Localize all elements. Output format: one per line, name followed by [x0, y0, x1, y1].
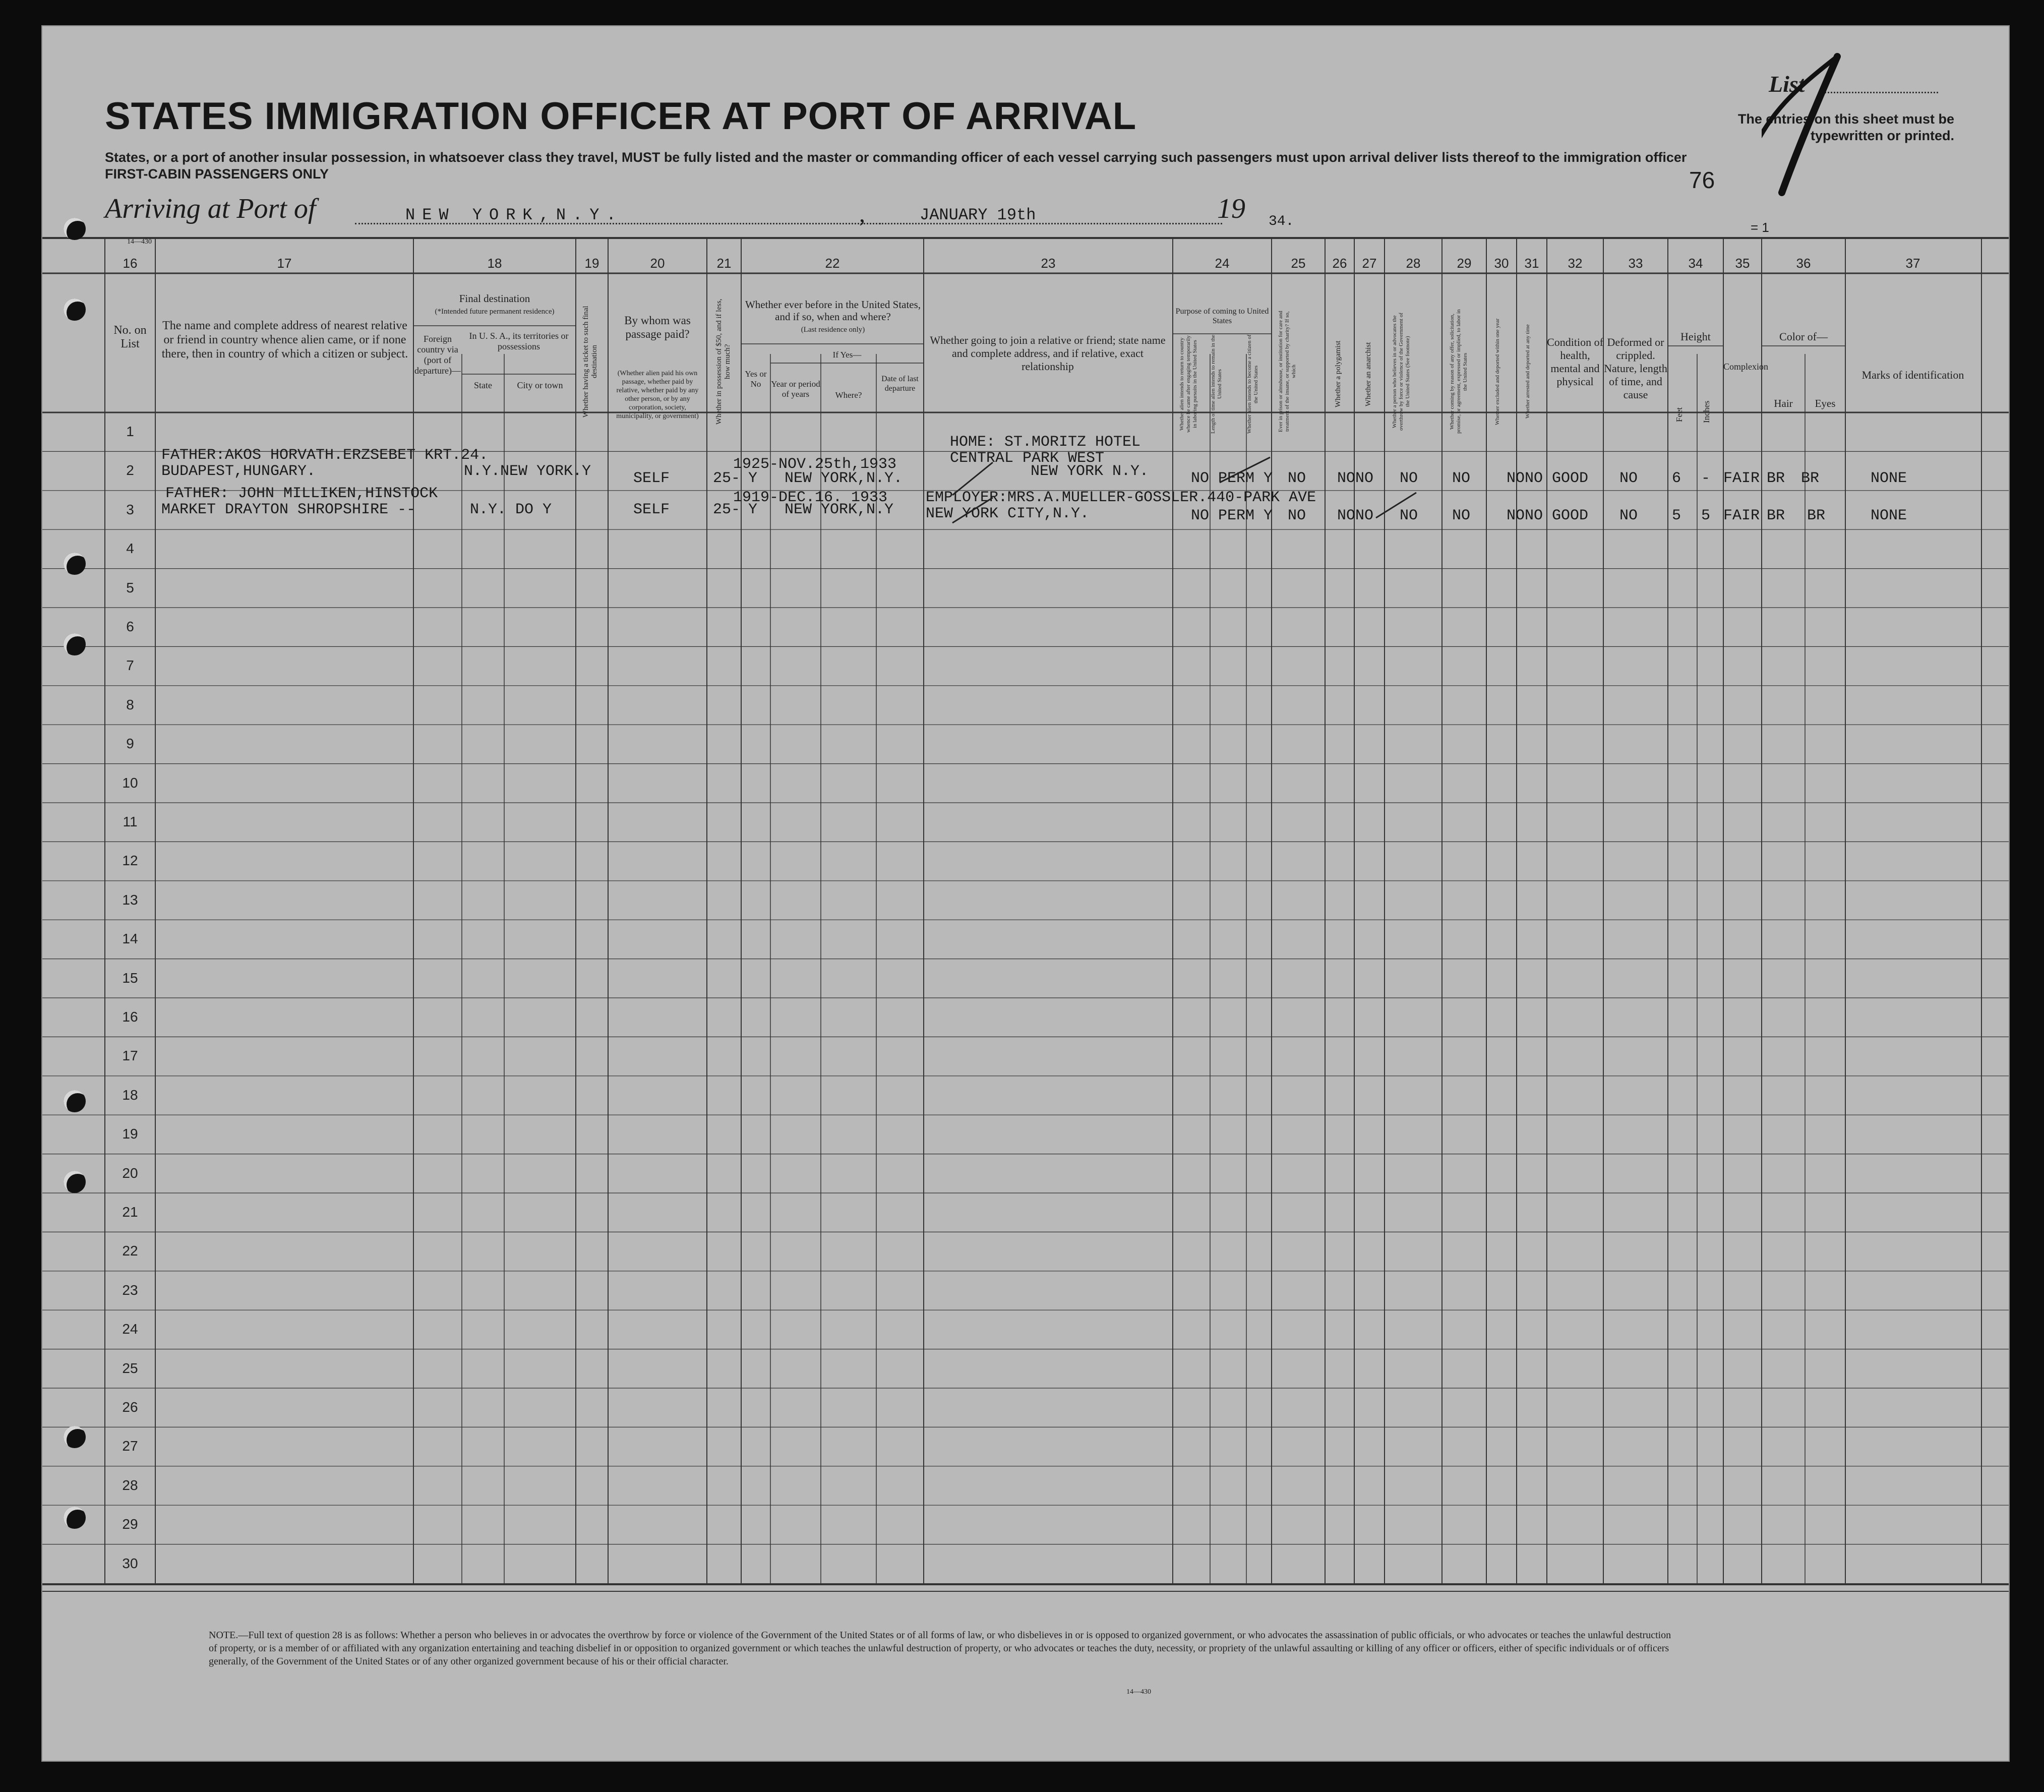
binder-hole [64, 553, 86, 575]
entry-2-health: NONO GOOD [1507, 507, 1589, 524]
header-overthrow: Whether a person who believes in or advocates the overthrow by force or violence of the Government of the United States (See footnote) [1392, 313, 1411, 431]
header-purpose-return: Whether alien intends to return to country whence he came after engaging temporarily in laboring pursuits in the United States [1179, 335, 1198, 433]
row-number: 20 [122, 1165, 138, 1181]
entry-2-polygamist-anarchist: NONO [1337, 507, 1374, 524]
arriving-label: Arriving at Port of [105, 193, 316, 224]
entry-2-where: NEW YORK,N.Y [785, 501, 894, 518]
entry-1-joining-2: CENTRAL PARK WEST [950, 450, 1105, 467]
col-number: 25 [1291, 256, 1306, 271]
form-number-bottom: 14—430 [1126, 1688, 1151, 1696]
entry-1-overthrow: NO [1400, 470, 1418, 487]
row-number: 8 [126, 696, 134, 712]
arrival-year: 34. [1269, 214, 1294, 229]
header-before-us: Whether ever before in the United States, and if so, when and where? [745, 298, 921, 323]
header-passage: By whom was passage paid? [624, 314, 691, 340]
entry-1-promise: NO [1452, 470, 1471, 487]
row-number: 12 [122, 853, 138, 869]
list-note: The entries on this sheet must be typewritten or printed. [1737, 111, 1954, 143]
col-number: 32 [1568, 256, 1583, 271]
entry-1-relative-city: BUDAPEST,HUNGARY. [161, 463, 316, 480]
header-eyes: Eyes [1815, 397, 1836, 409]
entry-2-passage: SELF [633, 501, 670, 518]
entry-2-yes: Y [748, 501, 758, 518]
header-marks: Marks of identification [1861, 369, 1964, 381]
entry-1-yes: Y [748, 470, 758, 487]
header-deformed: Deformed or crippled. Nature, length of time, and cause [1604, 336, 1667, 401]
header-final-destination-note: (*Intended future permanent residence) [435, 308, 555, 316]
entry-2-joining: EMPLOYER:MRS.A.MUELLER-GOSSLER.440-PARK AVE [926, 489, 1316, 506]
header-health: Condition of health, mental and physical [1547, 336, 1603, 388]
row-number: 14 [122, 931, 138, 947]
col-number: 26 [1332, 256, 1347, 271]
col-number: 28 [1406, 256, 1421, 271]
col-number: 27 [1362, 256, 1377, 271]
form-number: 14—430 [127, 238, 152, 246]
check-mark [950, 495, 995, 525]
col-number: 37 [1905, 256, 1920, 271]
binder-hole [64, 1171, 86, 1193]
header-before-us-note: (Last residence only) [801, 326, 865, 334]
entry-1-year: 1925-NOV.25th,1933 [733, 456, 897, 473]
header-arrested: Whether arrested and deported at any time [1525, 324, 1531, 419]
header-year-period: Year or period of years [771, 379, 820, 399]
arrival-date: JANUARY 19th [920, 206, 1036, 224]
entry-2-complexion: FAIR [1723, 507, 1760, 524]
entry-2-overthrow: NO [1400, 507, 1418, 524]
row-number: 22 [122, 1243, 138, 1259]
year-prefix: 19 [1217, 193, 1245, 224]
row-number: 18 [122, 1087, 138, 1103]
col-number: 23 [1041, 256, 1056, 271]
entry-2-eyes: BR [1807, 507, 1826, 524]
separator: , [859, 201, 865, 227]
row-number: 19 [122, 1126, 138, 1142]
col-number: 17 [277, 256, 292, 271]
check-mark [1217, 455, 1273, 485]
row-number: 26 [122, 1399, 138, 1415]
binder-hole [64, 1090, 86, 1112]
side-mark: = 1 [1751, 220, 1769, 235]
row-number: 5 [126, 579, 134, 595]
header-purpose-length: Length of time alien intends to remain in the United States [1210, 334, 1223, 434]
header-date-departure: Date of last departure [881, 375, 919, 393]
header-complexion: Complexion [1723, 362, 1768, 372]
header-where: Where? [835, 390, 862, 400]
row-number: 2 [126, 462, 134, 479]
row-number: 15 [122, 970, 138, 986]
header-yes-no: Yes or No [745, 369, 767, 389]
arrival-port: NEW YORK,N.Y. [405, 206, 623, 224]
header-ticket: Whether having a ticket to such final destination [582, 306, 598, 417]
entry-1-polygamist-anarchist: NONO [1337, 470, 1374, 487]
row-number: 9 [126, 736, 134, 752]
header-passage-note: (Whether alien paid his own passage, whether paid by relative, whether paid by any other person, or by any corporation, society, municipality, or government) [616, 370, 699, 420]
col-number: 20 [650, 256, 665, 271]
row-number: 10 [122, 774, 138, 791]
col-number: 31 [1524, 256, 1539, 271]
col-number: 19 [584, 256, 599, 271]
col-number: 16 [123, 256, 138, 271]
col-number: 33 [1628, 256, 1643, 271]
row-number: 25 [122, 1360, 138, 1376]
col-number: 36 [1796, 256, 1811, 271]
header-no-on-list: No. on List [113, 324, 147, 350]
row-number: 13 [122, 891, 138, 908]
handwritten-list-number [1762, 51, 1862, 203]
entry-1-feet: 6 [1672, 470, 1681, 487]
header-promise: Whether coming by reason of any offer, solicitation, promise, or agreement, expressed or implied, to labor in the United States [1449, 309, 1468, 434]
col-number: 30 [1494, 256, 1509, 271]
row-number: 28 [122, 1477, 138, 1493]
entry-1-inches: - [1701, 470, 1711, 487]
table-grid [42, 26, 2009, 1761]
row-number: 3 [126, 501, 134, 517]
entry-1-passage: SELF [633, 470, 670, 487]
instructions-text: States, or a port of another insular possession, in whatsoever class they travel, MUST be fully listed and the master or commanding officer of each vessel carrying such passengers must upon arrival deliver lists thereof to the immigration officer [105, 150, 1687, 165]
col-number: 22 [825, 256, 840, 271]
entry-1-joining: HOME: ST.MORITZ HOTEL [950, 434, 1141, 451]
entry-1-relative: FATHER:AKOS HORVATH.ERZSEBET KRT.24. [161, 447, 489, 464]
header-money: Whether in possession of $50, and if less, how much? [715, 298, 732, 425]
header-in-usa: In U. S. A., its territories or possessions [469, 331, 569, 351]
entry-2-deformed: NO [1619, 507, 1638, 524]
entry-2-marks: NONE [1871, 507, 1907, 524]
check-mark [950, 460, 995, 500]
header-joining: Whether going to join a relative or friend; state name and complete address, and if relative, exact relationship [930, 334, 1166, 373]
entry-2-inches: 5 [1701, 507, 1711, 524]
entry-1-destination: N.Y.NEW YORK.Y [464, 463, 591, 480]
row-number: 29 [122, 1516, 138, 1532]
header-hair: Hair [1774, 397, 1793, 409]
header-purpose: Purpose of coming to United States [1175, 307, 1269, 325]
header-inches: Inches [1702, 400, 1711, 424]
entry-2-money: 25- [713, 501, 741, 518]
col-number: 35 [1735, 256, 1750, 271]
row-number: 30 [122, 1555, 138, 1571]
instructions [105, 149, 1708, 183]
manifest-sheet [41, 25, 2010, 1762]
binder-hole [64, 1507, 86, 1529]
passenger-class: FIRST-CABIN PASSENGERS ONLY [105, 166, 329, 182]
header-if-yes: If Yes— [832, 350, 862, 360]
header-prison: Ever in prison or almshouse, or institution for care and treatment of the insane, or supported by charity? If so, which [1278, 311, 1297, 433]
col-number: 34 [1688, 256, 1703, 271]
header-polygamist: Whether a polygamist [1334, 340, 1342, 408]
row-number: 23 [122, 1282, 138, 1298]
header-final-destination: Final destination [459, 292, 530, 305]
header-excluded: Whether excluded and deported within one year [1494, 318, 1500, 425]
entry-1-joining-3: NEW YORK N.Y. [1031, 463, 1149, 480]
binder-hole [64, 1426, 86, 1448]
entry-1-money: 25- [713, 470, 741, 487]
header-relative: The name and complete address of nearest relative or friend in country whence alien came, or if none there, then in country of which a citizen or subject. [161, 319, 408, 361]
row-number: 21 [122, 1204, 138, 1220]
entry-2-promise: NO [1452, 507, 1471, 524]
col-number: 29 [1457, 256, 1472, 271]
entry-2-year: 1919-DEC.16. 1933 [733, 489, 888, 506]
entry-2-relative-city: MARKET DRAYTON SHROPSHIRE -- [161, 501, 416, 518]
col-number: 24 [1215, 256, 1230, 271]
entry-1-purpose: NO PERM Y [1191, 470, 1273, 487]
row-number: 1 [126, 424, 134, 439]
page-title: STATES IMMIGRATION OFFICER AT PORT OF ARRIVAL [105, 95, 1137, 138]
entry-1-health: NONO GOOD [1507, 470, 1589, 487]
header-city: City or town [517, 380, 563, 390]
entry-2-hair: BR [1767, 507, 1785, 524]
footnote: NOTE.—Full text of question 28 is as follows: Whether a person who believes in or advocates the overthrow by force or violence of the Government of the United States or of all forms of law, or who disbelieves in or is opposed to organized government, or who advocates the assassination of public officials, or who advocates or teaches the unlawful destruction of property, or is a member of or affiliated with any organization entertaining and teaching disbelief in or opposition to organized government or which teaches the unlawful destruction of property, or who advocates or teaches the duty, necessity, or propriety of the unlawful assaulting or killing of any officer or officers, either of specific individuals or of officers generally, of the Government of the United States or of any other organized government because of his or their official character. [209, 1630, 1671, 1667]
row-number: 6 [126, 619, 134, 634]
header-foreign-country: Foreign country via (port of departure)— [414, 334, 461, 376]
entry-2-feet: 5 [1672, 507, 1681, 524]
binder-hole [64, 633, 86, 655]
header-color-of: Color of— [1779, 330, 1828, 343]
header-feet: Feet [1674, 407, 1684, 422]
row-number: 7 [126, 658, 134, 674]
entry-2-destination: N.Y. DO Y [470, 501, 552, 518]
binder-hole [64, 218, 86, 240]
entry-1-marks: NONE [1871, 470, 1907, 487]
row-number: 11 [123, 814, 138, 829]
entry-2-joining-2: NEW YORK CITY,N.Y. [926, 505, 1090, 522]
entry-1-where: NEW YORK,N.Y. [785, 470, 903, 487]
col-number: 21 [716, 256, 732, 271]
entry-1-hair: BR [1767, 470, 1785, 487]
row-number: 16 [122, 1009, 138, 1025]
sheet-number: 76 [1689, 167, 1715, 193]
header-height: Height [1680, 330, 1711, 343]
list-label: List [1769, 71, 1805, 97]
entry-1-deformed: NO [1619, 470, 1638, 487]
row-number: 27 [122, 1438, 138, 1454]
header-anarchist: Whether an anarchist [1364, 342, 1372, 406]
header-state: State [474, 380, 492, 390]
row-number: 17 [122, 1048, 138, 1064]
entry-2-relative: FATHER: JOHN MILLIKEN,HINSTOCK [165, 485, 438, 502]
entry-2-purpose: NO PERM Y [1191, 507, 1273, 524]
header-purpose-citizen: Whether alien intends to become a citizen of the United States [1246, 334, 1259, 434]
row-number: 4 [126, 541, 134, 557]
col-number: 18 [487, 256, 502, 271]
row-number: 24 [122, 1321, 138, 1337]
check-mark [1373, 490, 1419, 520]
entry-1-complexion: FAIR [1723, 470, 1760, 487]
entry-2-prison: NO [1288, 507, 1306, 524]
binder-hole [64, 298, 86, 321]
entry-1-prison: NO [1288, 470, 1306, 487]
entry-1-eyes: BR [1801, 470, 1820, 487]
